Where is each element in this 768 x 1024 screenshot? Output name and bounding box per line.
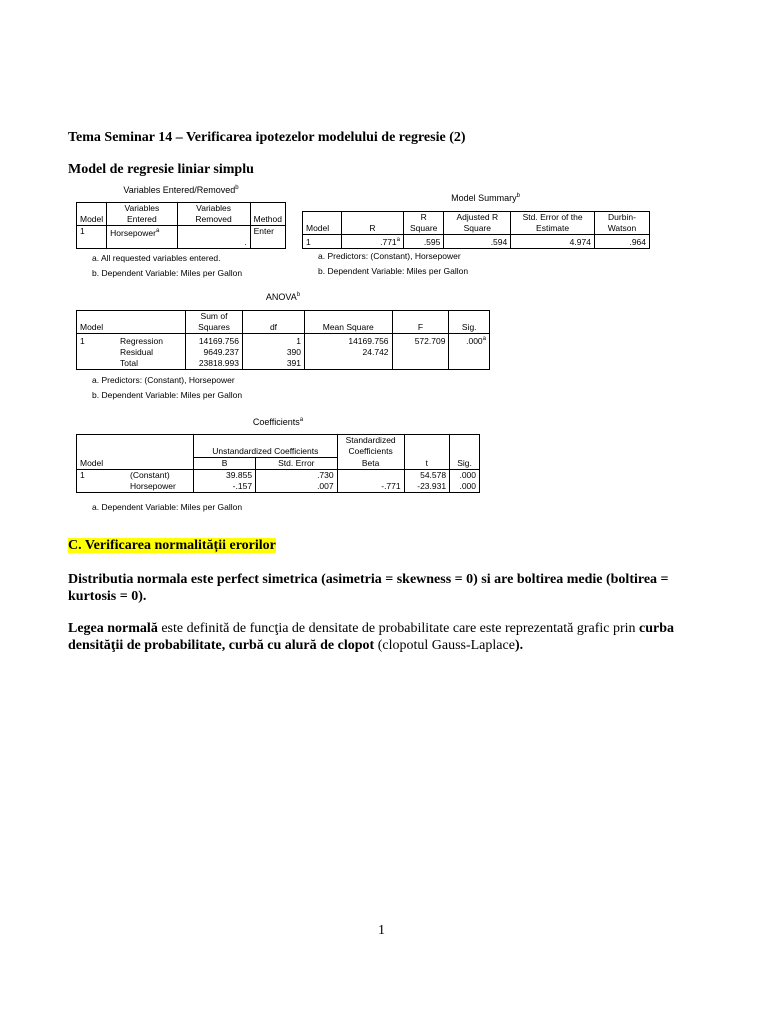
section-subtitle: Model de regresie liniar simplu [68, 162, 254, 177]
normal-distribution-paragraph: Distributia normala este perfect simetrica (asimetria = skewness = 0) si are boltirea medie (boltirea = kurtosis = 0). [68, 572, 669, 604]
vars-table-caption: Variables Entered/Removed$^b$ [123, 185, 239, 195]
table-row: Total 23818.993 391 [77, 358, 490, 370]
coef-note-a: a. Dependent Variable: Miles per Gallon [92, 502, 243, 512]
cell-entered: Horsepower$^a$ [107, 226, 177, 249]
header-r: R [342, 212, 404, 235]
summary-note-b: b. Dependent Variable: Miles per Gallon [318, 266, 469, 276]
page-title: Tema Seminar 14 – Verificarea ipotezelor modelului de regresie (2) [68, 130, 466, 145]
header-f: F [392, 311, 449, 334]
section-c-heading: C. Verificarea normalității erorilor [68, 538, 276, 553]
cell-adjusted-r-square: .594 [444, 235, 511, 249]
summary-table-caption: Model Summary$^b$ [451, 193, 520, 203]
header-std-error: Std. Error of the Estimate [511, 212, 595, 235]
coef-table-caption: Coefficients$^a$ [252, 417, 304, 427]
page-number: 1 [378, 923, 385, 938]
cell-model: 1 [80, 335, 85, 346]
summary-note-a: a. Predictors: (Constant), Horsepower [318, 251, 461, 261]
header-sig: Sig. [457, 457, 472, 468]
anova-note-b: b. Dependent Variable: Miles per Gallon [92, 390, 243, 400]
anova-note-a: a. Predictors: (Constant), Horsepower [92, 375, 235, 385]
header-model: Model [77, 203, 107, 226]
header-model: Model [80, 457, 104, 468]
vars-note-b: b. Dependent Variable: Miles per Gallon [92, 268, 243, 278]
model-summary-table [302, 211, 650, 249]
header-removed: Variables Removed [177, 203, 250, 226]
vars-note-a: a. All requested variables entered. [92, 253, 221, 263]
header-b: B [194, 457, 256, 469]
table-row: Horsepower -.157 .007 -.771 -23.931 .000 [77, 481, 480, 493]
cell-durbin-watson: .964 [629, 236, 646, 247]
table-row: Residual 9649.237 390 24.742 [77, 347, 490, 358]
table-row: 1 Regression 14169.756 1 14169.756 572.709 .000$^a$ [77, 334, 490, 347]
header-std-error: Std. Error [256, 457, 338, 469]
header-t: t [404, 457, 449, 469]
header-standardized: Standardized Coefficients [337, 435, 404, 458]
cell-model: 1 [303, 235, 342, 249]
cell-method: Enter [253, 226, 274, 236]
normal-law-paragraph: Legea normală este definită de funcţia de densitate de probabilitate care este reprezentată grafic prin curba densităţii de probabilitate, curbă cu alură de clopot (clopotul Gauss-Laplace). [68, 621, 675, 653]
cell-model: 1 [80, 469, 85, 480]
header-sig: Sig. [461, 322, 477, 332]
cell-model: 1 [77, 226, 107, 249]
variables-entered-table [76, 202, 286, 249]
header-r-square: R Square [404, 212, 444, 235]
header-adjusted-r-square: Adjusted R Square [444, 212, 511, 235]
cell-std-error: 4.974 [511, 235, 595, 249]
cell-removed: . [177, 226, 250, 249]
header-method: Method [253, 214, 282, 224]
header-unstandardized: Unstandardized Coefficients [194, 435, 338, 458]
header-model: Model [303, 212, 342, 235]
header-beta: Beta [337, 457, 404, 469]
header-mean-square: Mean Square [305, 311, 393, 334]
cell-r: .771$^a$ [342, 235, 404, 249]
header-sum-of-squares: Sum of Squares [186, 311, 243, 334]
coefficients-table [76, 434, 480, 493]
table-row: 1 (Constant) 39.855 .730 54.578 .000 [77, 469, 480, 481]
header-durbin-watson: Durbin-Watson [607, 212, 637, 233]
anova-table-caption: ANOVA$^b$ [265, 292, 301, 302]
anova-table [76, 310, 490, 370]
header-model: Model [80, 322, 104, 332]
header-entered: Variables Entered [107, 203, 177, 226]
header-df: df [243, 311, 305, 334]
cell-r-square: .595 [404, 235, 444, 249]
